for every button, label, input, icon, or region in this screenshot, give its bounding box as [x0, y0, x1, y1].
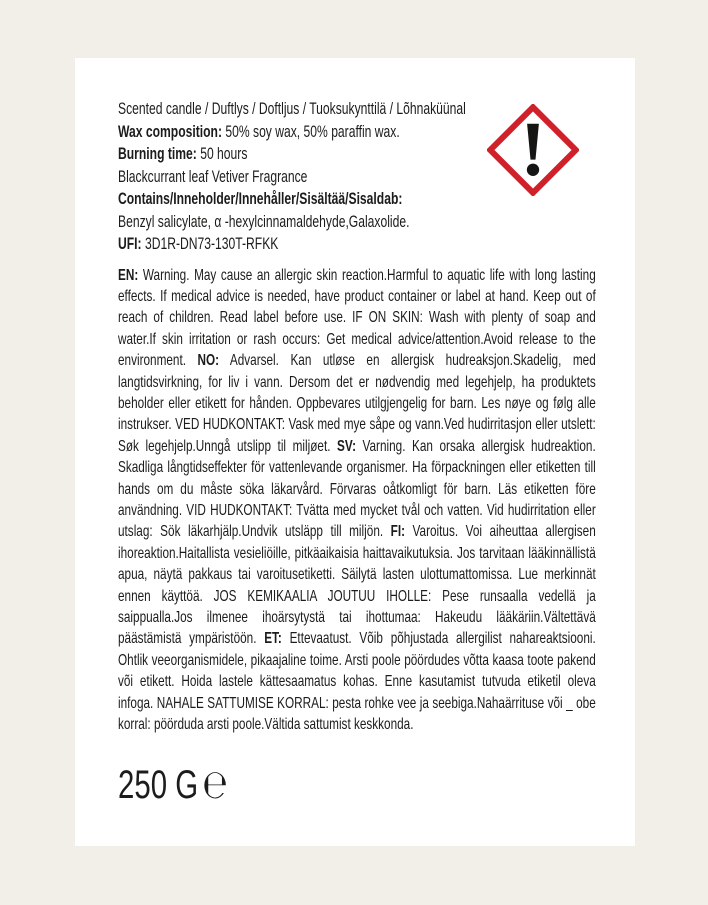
ufi-value: 3D1R-DN73-130T-RFKK: [141, 235, 279, 253]
exclamation-dot: [527, 164, 539, 176]
net-weight-value: 250 G: [118, 763, 199, 808]
warning-text: Varoitus. Voi aiheuttaa allergisen ihoreaktion.Haitallista vesieliöille, pitkäaikaisia haittavaikutuksia. Jos tarvitaan lääkinnällistä apua, näytä pakkaus tai varoitusetiketti. Säilytä lasten ulottumattomissa. Lue merkinnät ennen käyttöä. JOS KEMIKAALIA JOUTUU IHOLLE: Pese runsaalla vedellä ja saippualla.Jos ilmenee ihoärsytystä tai ihottumaa: Hakeudu lääkäriin.Vältettävä päästämistä ympäristöön.: [118, 523, 596, 648]
language-code: ET:: [264, 630, 282, 648]
warning-text: Advarsel. Kan utløse en allergisk hudreaksjon.Skadelig, med langtidsvirkning, for liv i vann. Dersom det er nødvendig med legehjelp, ha produktets beholder eller etikett for hånden. Oppbevares utilgjengelig for barn. Les nøye og følg alle instrukser. VED HUDKONTAKT: Vask med mye såpe og vann.Ved hudirritasjon eller utslett: Søk legehjelp.Unngå utslipp til miljøet.: [118, 352, 596, 455]
contains-label: Contains/Inneholder/Innehåller/Sisältää/Sisaldab:: [118, 190, 403, 208]
label-content: [118, 98, 596, 809]
warning-text: Warning. May cause an allergic skin reaction.Harmful to aquatic life with long lasting effects. If medical advice is needed, have product container or label at hand. Keep out of reach of children. Read label before use. IF ON SKIN: Wash with plenty of soap and water.If skin irritation or rash occurs: Get medical advice/attention.Avoid release to the environment.: [118, 266, 596, 370]
net-quantity-line: [118, 762, 596, 809]
wax-composition-label: Wax composition:: [118, 122, 222, 141]
ghs07-exclamation-pictogram: [487, 104, 579, 196]
burning-time-value: 50 hours: [196, 145, 248, 163]
warnings-paragraph: [118, 265, 596, 736]
estimated-sign: ℮: [202, 762, 228, 809]
language-code: FI:: [390, 523, 406, 541]
language-code: EN:: [118, 266, 139, 284]
ufi-label: UFI:: [118, 235, 142, 253]
product-label: [75, 58, 635, 846]
wax-composition-value: 50% soy wax, 50% paraffin wax.: [221, 122, 400, 141]
language-code: SV:: [337, 437, 356, 455]
fragrance-line: Blackcurrant leaf Vetiver Fragrance: [118, 167, 308, 186]
ufi-line: [118, 233, 596, 256]
burning-time-label: Burning time:: [118, 145, 197, 163]
warning-text: Ettevaatust. Võib põhjustada allergilist nahareaktsiooni. Ohtlik veeorganismidele, pikaajaline toime. Arsti poole pöördudes võtta kaasa toote pakend või etikett. Hoida lastele kättesaamatus kohas. Enne kasutamist tutvuda etiketil oleva infoga. NAHALE SATTUMISE KORRAL: pesta rohke vee ja seebiga.Nahaärrituse või _ obe korral: pöörduda arsti poole.Vältida sattumist keskkonda.: [118, 630, 596, 734]
product-names-line: Scented candle / Duftlys / Doftljus / Tuoksukynttilä / Lõhnaküünal: [118, 100, 466, 118]
contains-ingredients-line: Benzyl salicylate, α -hexylcinnamaldehyde,Galaxolide.: [118, 212, 410, 231]
language-code: NO:: [197, 352, 220, 370]
warning-text: Varning. Kan orsaka allergisk hudreaktion. Skadliga långtidseffekter för vattenlevande organismer. Ha förpackningen eller etiketten till hands om du måste söka läkarvård. Förvaras oåtkomligt för barn. Läs etiketten före användning. VID HUDKONTAKT: Tvätta med mycket tvål och vatten. Vid hudirritation eller utslag: Sök läkarhjälp.Undvik utsläpp till miljön.: [118, 437, 596, 541]
